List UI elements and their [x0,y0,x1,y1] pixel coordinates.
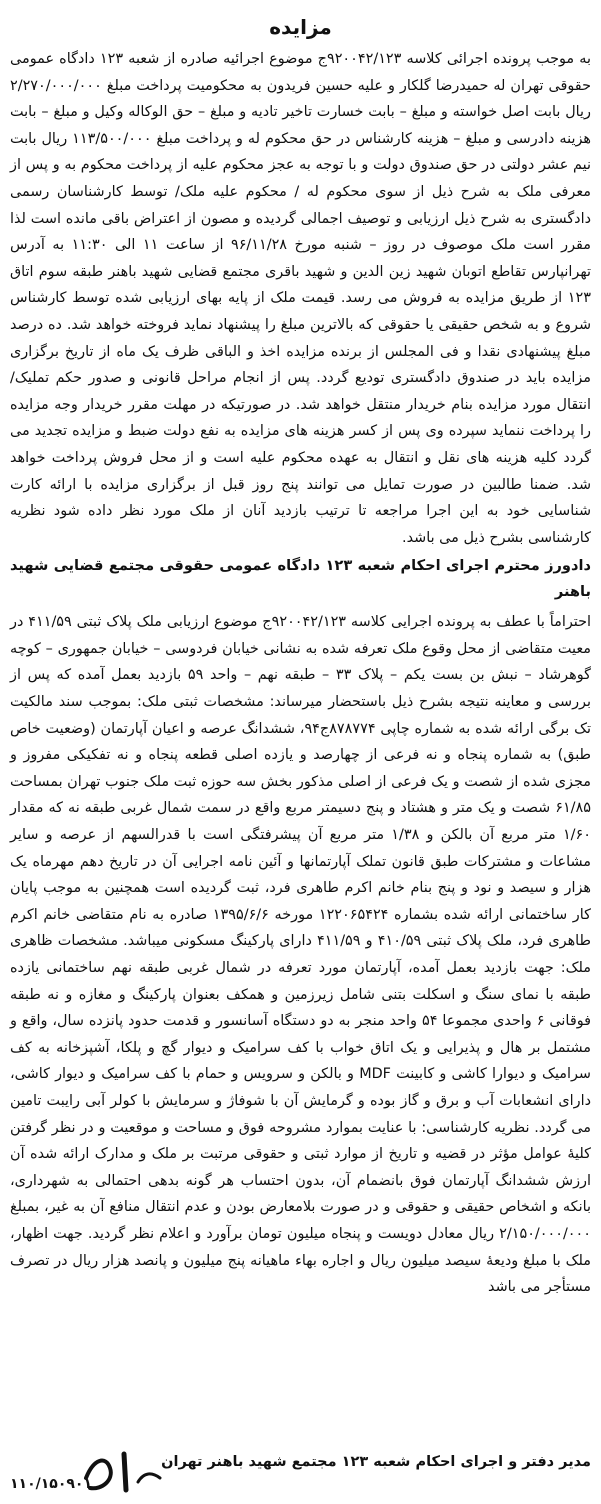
auction-announcement-paragraph: به موجب پرونده اجرائی کلاسه ۹۲۰۰۴۲/۱۲۳ج موضوع اجرائیه صادره از شعبه ۱۲۳ دادگاه عمومی حقوقی تهران له حمیدرضا گلکار و علیه حسین فریدون به محکومیت پرداخت مبلغ ۲/۲۷۰/۰۰۰/۰۰۰ ریال بابت اصل خواسته و مبلغ – بابت خسارت تاخیر تادیه و مبلغ – حق الوکاله وکیل و مبلغ – بابت هزینه دادرسی و مبلغ – هزینه کارشناس در حق محکوم له و پرداخت مبلغ ۱۱۳/۵۰۰/۰۰۰ ریال بابت نیم عشر دولتی در حق صندوق دولت و با توجه به عجز محکوم علیه از پرداخت محکوم به و پس از معرفی ملک به شرح ذیل از سوی محکوم له / محکوم علیه ملک/ توسط کارشناسان رسمی دادگستری به شرح ذیل ارزیابی و توصیف اجمالی گردیده و مصون از اعتراض باقی مانده است لذا مقرر است ملک موصوف در روز – شنبه مورخ ۹۶/۱۱/۲۸ از ساعت ۱۱ الی ۱۱:۳۰ به آدرس تهرانپارس تقاطع اتوبان شهید زین الدین و شهید باقری مجتمع قضایی شهید باهنر طبقه سوم اتاق ۱۲۳ از طریق مزایده به فروش می رسد. قیمت ملک از پایه بهای ارزیابی شده توسط کارشناس شروع و به شخص حقیقی یا حقوقی که بالاترین مبلغ را پیشنهاد نماید فروخته خواهد شد. ده درصد مبلغ پیشنهادی نقدا و فی المجلس از برنده مزایده اخذ و الباقی ظرف یک ماه از تاریخ برگزاری مزایده باید در صندوق دادگستری تودیع گردد. پس از انجام مراحل قانونی و صدور حکم تملیک/انتقال مورد مزایده بنام خریدار منتقل خواهد شد. در صورتیکه در مهلت مقرر خریدار وجه مزایده را پرداخت ننماید سپرده وی پس از کسر هزینه های مزایده به نفع دولت ضبط و مزایده تجدید می گردد کلیه هزینه های نقل و انتقال به عهده محکوم علیه است و از محل فروش پرداخت خواهد شد. ضمنا طالبین در صورت تمایل می توانند پنج روز قبل از برگزاری مزایده با ارائه کارت شناسایی خود به این اجرا مراجعه تا ترتیب بازدید آنان از ملک مورد نظر داده شود نظریه کارشناسی بشرح ذیل می باشد. [10,51,591,546]
publication-code: ۱۱۰/۱۵۰۹۰۱ [10,1476,93,1492]
expert-opinion-paragraph: احتراماً با عطف به پرونده اجرایی کلاسه ۹۲۰۰۴۲/۱۲۳ج موضوع ارزیابی ملک پلاک ثبتی ۴۱۱/۵۹ در معیت متقاضی از محل وقوع ملک تعرفه شده به نشانی خیابان فردوسی – خیابان جمهوری – کوچه گوهرشاد – نبش بن بست یکم – پلاک ۳۳ – طبقه نهم – واحد ۵۹ بازدید بعمل آمده که پس از بررسی و معاینه نتیجه بشرح ذیل باستحضار میرساند: مشخصات ثبتی ملک: بموجب سند مالکیت تک برگی ارائه شده به شماره چاپی ۸۷۸۷۷۴ج۹۴، ششدانگ عرصه و اعیان آپارتمان (وضعیت خاص طبق) به شماره پنجاه و نه فرعی از چهارصد و یازده اصلی قطعه پنجاه و نه تفکیکی مفروز و مجزی شده از شصت و یک فرعی از اصلی مذکور بخش سه حوزه ثبت ملک جنوب تهران بمساحت ۶۱/۸۵ شصت و یک متر و هشتاد و پنج دسیمتر مربع واقع در سمت شمال غربی طبقه نه که مقدار ۱/۶۰ متر مربع آن بالکن و ۱/۳۸ متر مربع آن پیشرفتگی است با قدرالسهم از عرصه و سایر مشاعات و مشترکات طبق قانون تملک آپارتمانها و آئین نامه اجرایی آن در تاریخ دهم مهرماه یک هزار و سیصد و نود و پنج بنام خانم اکرم طاهری فرد، ثبت گردیده است همچنین به موجب پایان کار ساختمانی ارائه شده بشماره ۱۲۲۰۶۵۴۲۴ مورخه ۱۳۹۵/۶/۶ صادره به نام متقاضی خانم اکرم طاهری فرد، ملک پلاک ثبتی ۴۱۰/۵۹ و ۴۱۱/۵۹ دارای پارکینگ مسکونی میباشد. مشخصات ظاهری ملک: جهت بازدید بعمل آمده، آپارتمان مورد تعرفه در شمال غربی طبقه نهم ساختمانی یازده طبقه با نمای سنگ و اسکلت بتنی شامل زیرزمین و همکف بعنوان پارکینگ و مغازه و نه طبقه فوقانی ۶ واحدی مجموعا ۵۴ واحد منجر به دو دستگاه آسانسور و قدمت حدود پانزده سال، واقع و مشتمل بر هال و پذیرایی و یک اتاق خواب با کف سرامیک و دیوار گچ و پلکا، آشپزخانه به کف سرامیک و دیوارا کاشی و کابینت MDF و بالکن و سرویس و حمام با کف سرامیک و دیوار کاشی، دارای انشعابات آب و برق و گاز بوده و گرمایش آن با شوفاژ و سرمایش با کولر آبی رایبت تامین می گردد. نظریه کارشناسی: با عنایت بموارد مشروحه فوق و مساحت و موقعیت و در نظر گرفتن کلیهٔ عوامل مؤثر در قضیه و تاریخ از موارد ثبتی و حقوقی مرتبت بر ملک و مدارک ارائه شده آن ارزش ششدانگ آپارتمان فوق بانضمام آن، بدون احتساب هر گونه بدهی احتمالی به شهرداری، بانکه و اشخاص حقیقی و حقوقی و در صورت بلامعارض بودن و عدم انتقال منافع آن به غیر، بمبلغ ۲/۱۵۰/۰۰۰/۰۰۰ ریال معادل دویست و پنجاه میلیون تومان برآورد و اعلام نظر گردید. جهت اظهار، ملک با مبلغ ودیعهٔ سیصد میلیون ریال و اجاره بهاء ماهیانه پنج میلیون و پانصد هزار ریال در تصرف مستأجر می باشد [10,614,592,1296]
handwritten-mark-icon [80,1448,170,1494]
signature-line: مدیر دفتر و اجرای احکام شعبه ۱۲۳ مجتمع شهید باهنر تهران [161,1454,591,1470]
notice-title: مزایده [269,15,332,39]
addressee-heading: دادورز محترم اجرای احکام شعبه ۱۲۳ دادگاه عمومی حقوقی مجتمع قضایی شهید باهنر [10,557,591,601]
notice-footer [10,1454,591,1494]
